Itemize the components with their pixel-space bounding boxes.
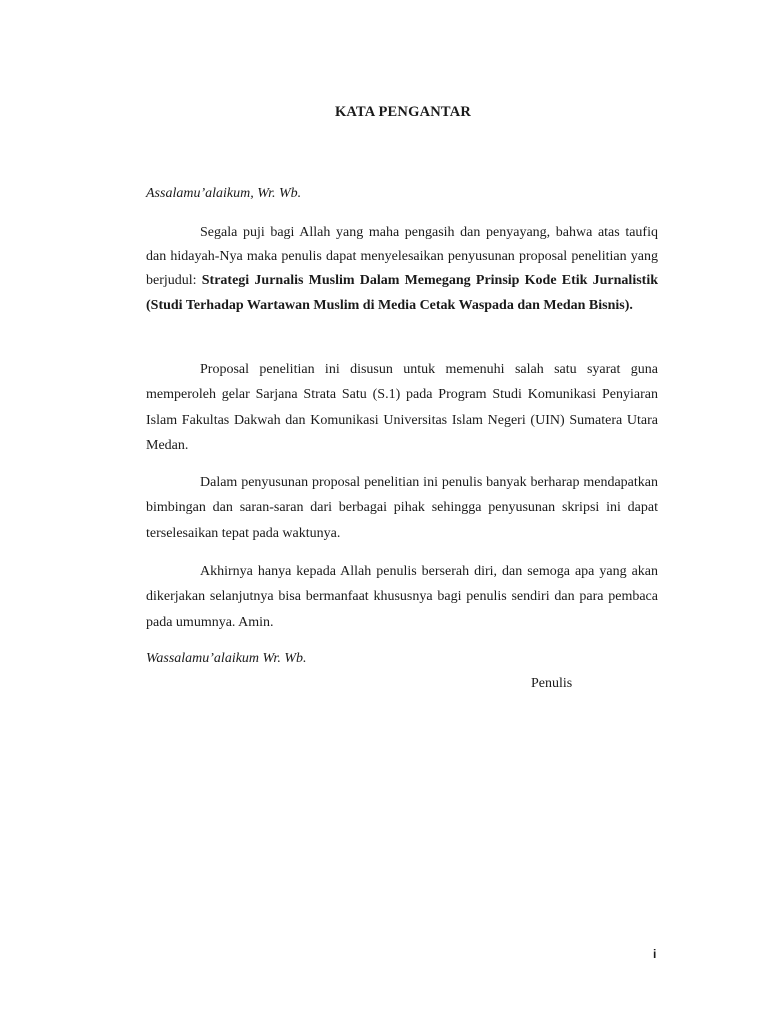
page-number: i xyxy=(653,947,657,961)
paragraph-purpose: Proposal penelitian ini disusun untuk memenuhi salah satu syarat guna memperoleh gelar Sarjana Strata Satu (S.1) pada Program Studi Komunikasi Penyiaran Islam Fakultas Dakwah dan Komunikasi Universitas Islam Negeri (UIN) Sumatera Utara Medan. xyxy=(146,362,658,453)
proposal-title: Strategi Jurnalis Muslim Dalam Memegang Prinsip Kode Etik Jurnalistik (Studi Terhadap Wartawan Muslim di Media Cetak Waspada dan Medan Bisnis). xyxy=(146,273,658,313)
paragraph-closing-remarks: Akhirnya hanya kepada Allah penulis berserah diri, dan semoga apa yang akan dikerjakan selanjutnya bisa bermanfaat khususnya bagi penulis sendiri dan para pembaca pada umumnya. Amin. xyxy=(146,564,658,630)
paragraph-opening xyxy=(146,221,658,318)
greeting: Assalamu’alaikum, Wr. Wb. xyxy=(146,186,302,201)
page-title: KATA PENGANTAR xyxy=(334,104,472,120)
author-signature: Penulis xyxy=(531,676,573,691)
paragraph-guidance: Dalam penyusunan proposal penelitian ini penulis banyak berharap mendapatkan bimbingan dan saran-saran dari berbagai pihak sehingga penyusunan skripsi ini dapat terselesaikan tepat pada waktunya. xyxy=(146,475,658,541)
closing-salutation: Wassalamu’alaikum Wr. Wb. xyxy=(146,651,307,666)
paragraph-opening-text: Segala puji bagi Allah yang maha pengasih dan penyayang, bahwa atas taufiq dan hidayah-Nya maka penulis dapat menyelesaikan penyusunan proposal penelitian yang berjudul: xyxy=(146,225,658,289)
